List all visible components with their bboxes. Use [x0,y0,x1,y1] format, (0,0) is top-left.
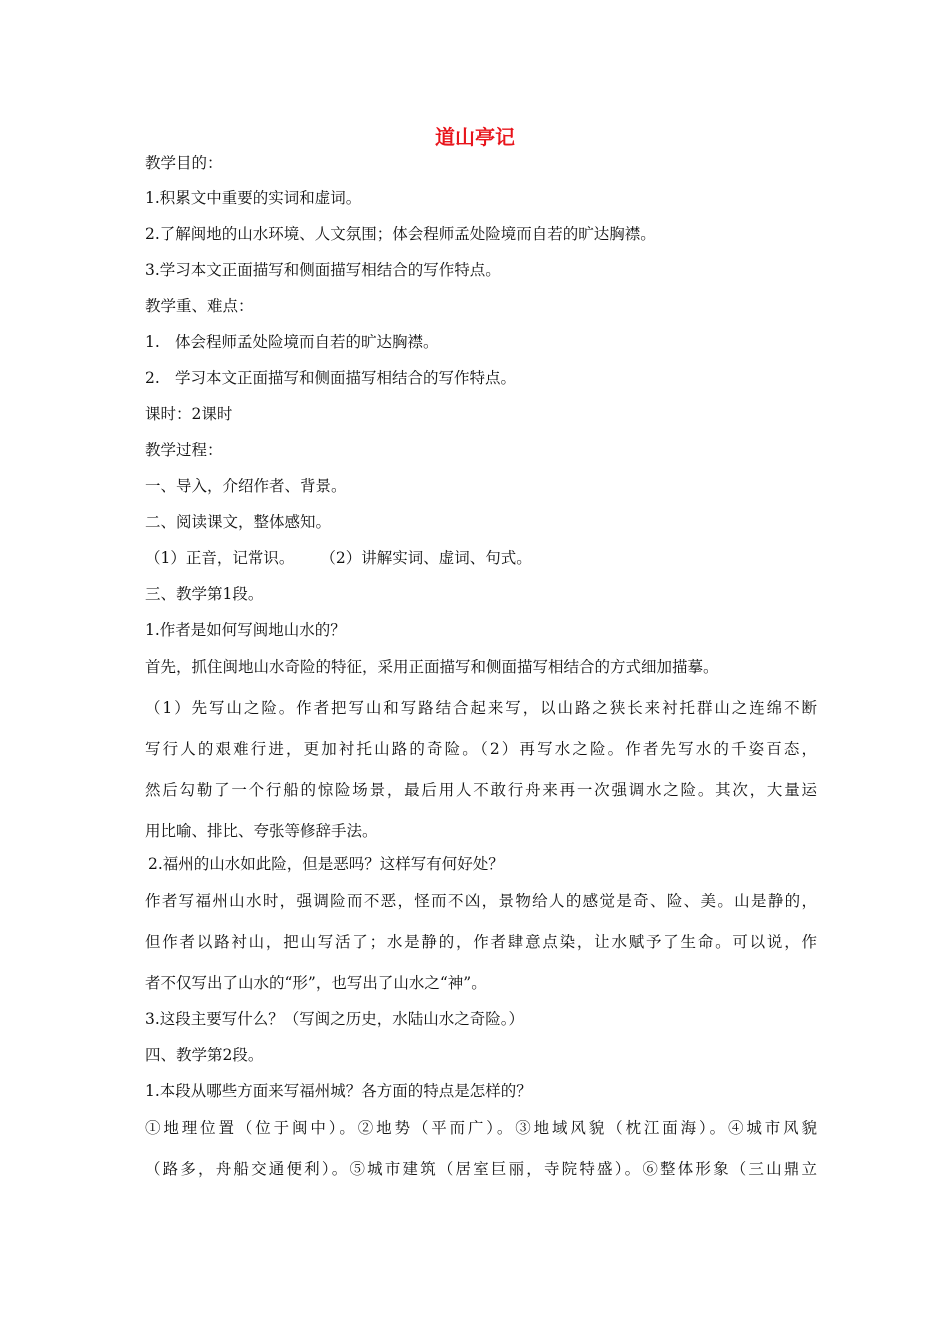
text-line: 2.了解闽地的山水环境、人文氛围；体会程师孟处险境而自若的旷达胸襟。 [145,225,656,243]
text-line: （1）正音，记常识。 [145,549,295,567]
numbered-item [145,330,817,354]
text-line: 1.作者是如何写闽地山水的？ [145,621,346,639]
text-line: 三、教学第1段。 [145,585,264,603]
text-line: 3.学习本文正面描写和侧面描写相结合的写作特点。 [145,261,501,279]
text-line: 1.本段从哪些方面来写福州城？各方面的特点是怎样的？ [145,1082,532,1100]
list-number: 2. [145,369,160,387]
text-line: 学习本文正面描写和侧面描写相结合的写作特点。 [175,369,517,387]
text-line: 课时：2课时 [145,405,233,423]
text-line: 二、阅读课文，整体感知。 [145,513,332,531]
text-line: 教学目的： [145,154,223,172]
text-line: 然后勾勒了一个行船的惊险场景，最后用人不敢行舟来再一次强调水之险。其次，大量运 [145,781,817,799]
text-line: 作者写福州山水时，强调险而不恶，怪而不凶，景物给人的感觉是奇、险、美。山是静的， [145,892,817,910]
text-line: （1）先写山之险。作者把写山和写路结合起来写，以山路之狭长来衬托群山之连绵不断 [145,699,817,717]
text-line: 2.福州的山水如此险，但是恶吗？这样写有何好处？ [148,855,504,873]
text-line: 首先，抓住闽地山水奇险的特征，采用正面描写和侧面描写相结合的方式细加描摹。 [145,658,719,676]
text-line: 教学过程： [145,441,223,459]
text-line: 3.这段主要写什么？（写闽之历史，水陆山水之奇险。） [145,1010,525,1028]
text-line: 者不仅写出了山水的“形”，也写出了山水之“神”。 [145,974,487,992]
page-title: 道山亭记 [435,125,515,149]
text-line: （路多，舟船交通便利）。⑤城市建筑（居室巨丽，寺院特盛）。⑥整体形象（三山鼎立 [145,1160,817,1178]
text-line: 用比喻、排比、夸张等修辞手法。 [145,822,378,840]
text-line: （2）讲解实词、虚词、句式。 [320,549,532,567]
numbered-item [145,366,817,390]
text-line: 1.积累文中重要的实词和虚词。 [145,189,362,207]
text-line: 一、导入，介绍作者、背景。 [145,477,347,495]
text-line: ①地理位置（位于闽中）。②地势（平而广）。③地域风貌（枕江面海）。④城市风貌 [145,1119,817,1137]
text-line: 教学重、难点： [145,297,254,315]
text-line: 但作者以路衬山，把山写活了；水是静的，作者肆意点染，让水赋予了生命。可以说，作 [145,933,817,951]
text-line: 四、教学第2段。 [145,1046,264,1064]
list-number: 1. [145,333,160,351]
text-line: 体会程师孟处险境而自若的旷达胸襟。 [175,333,439,351]
text-row [145,546,817,570]
text-line: 写行人的艰难行进，更加衬托山路的奇险。（2）再写水之险。作者先写水的千姿百态， [145,740,817,758]
